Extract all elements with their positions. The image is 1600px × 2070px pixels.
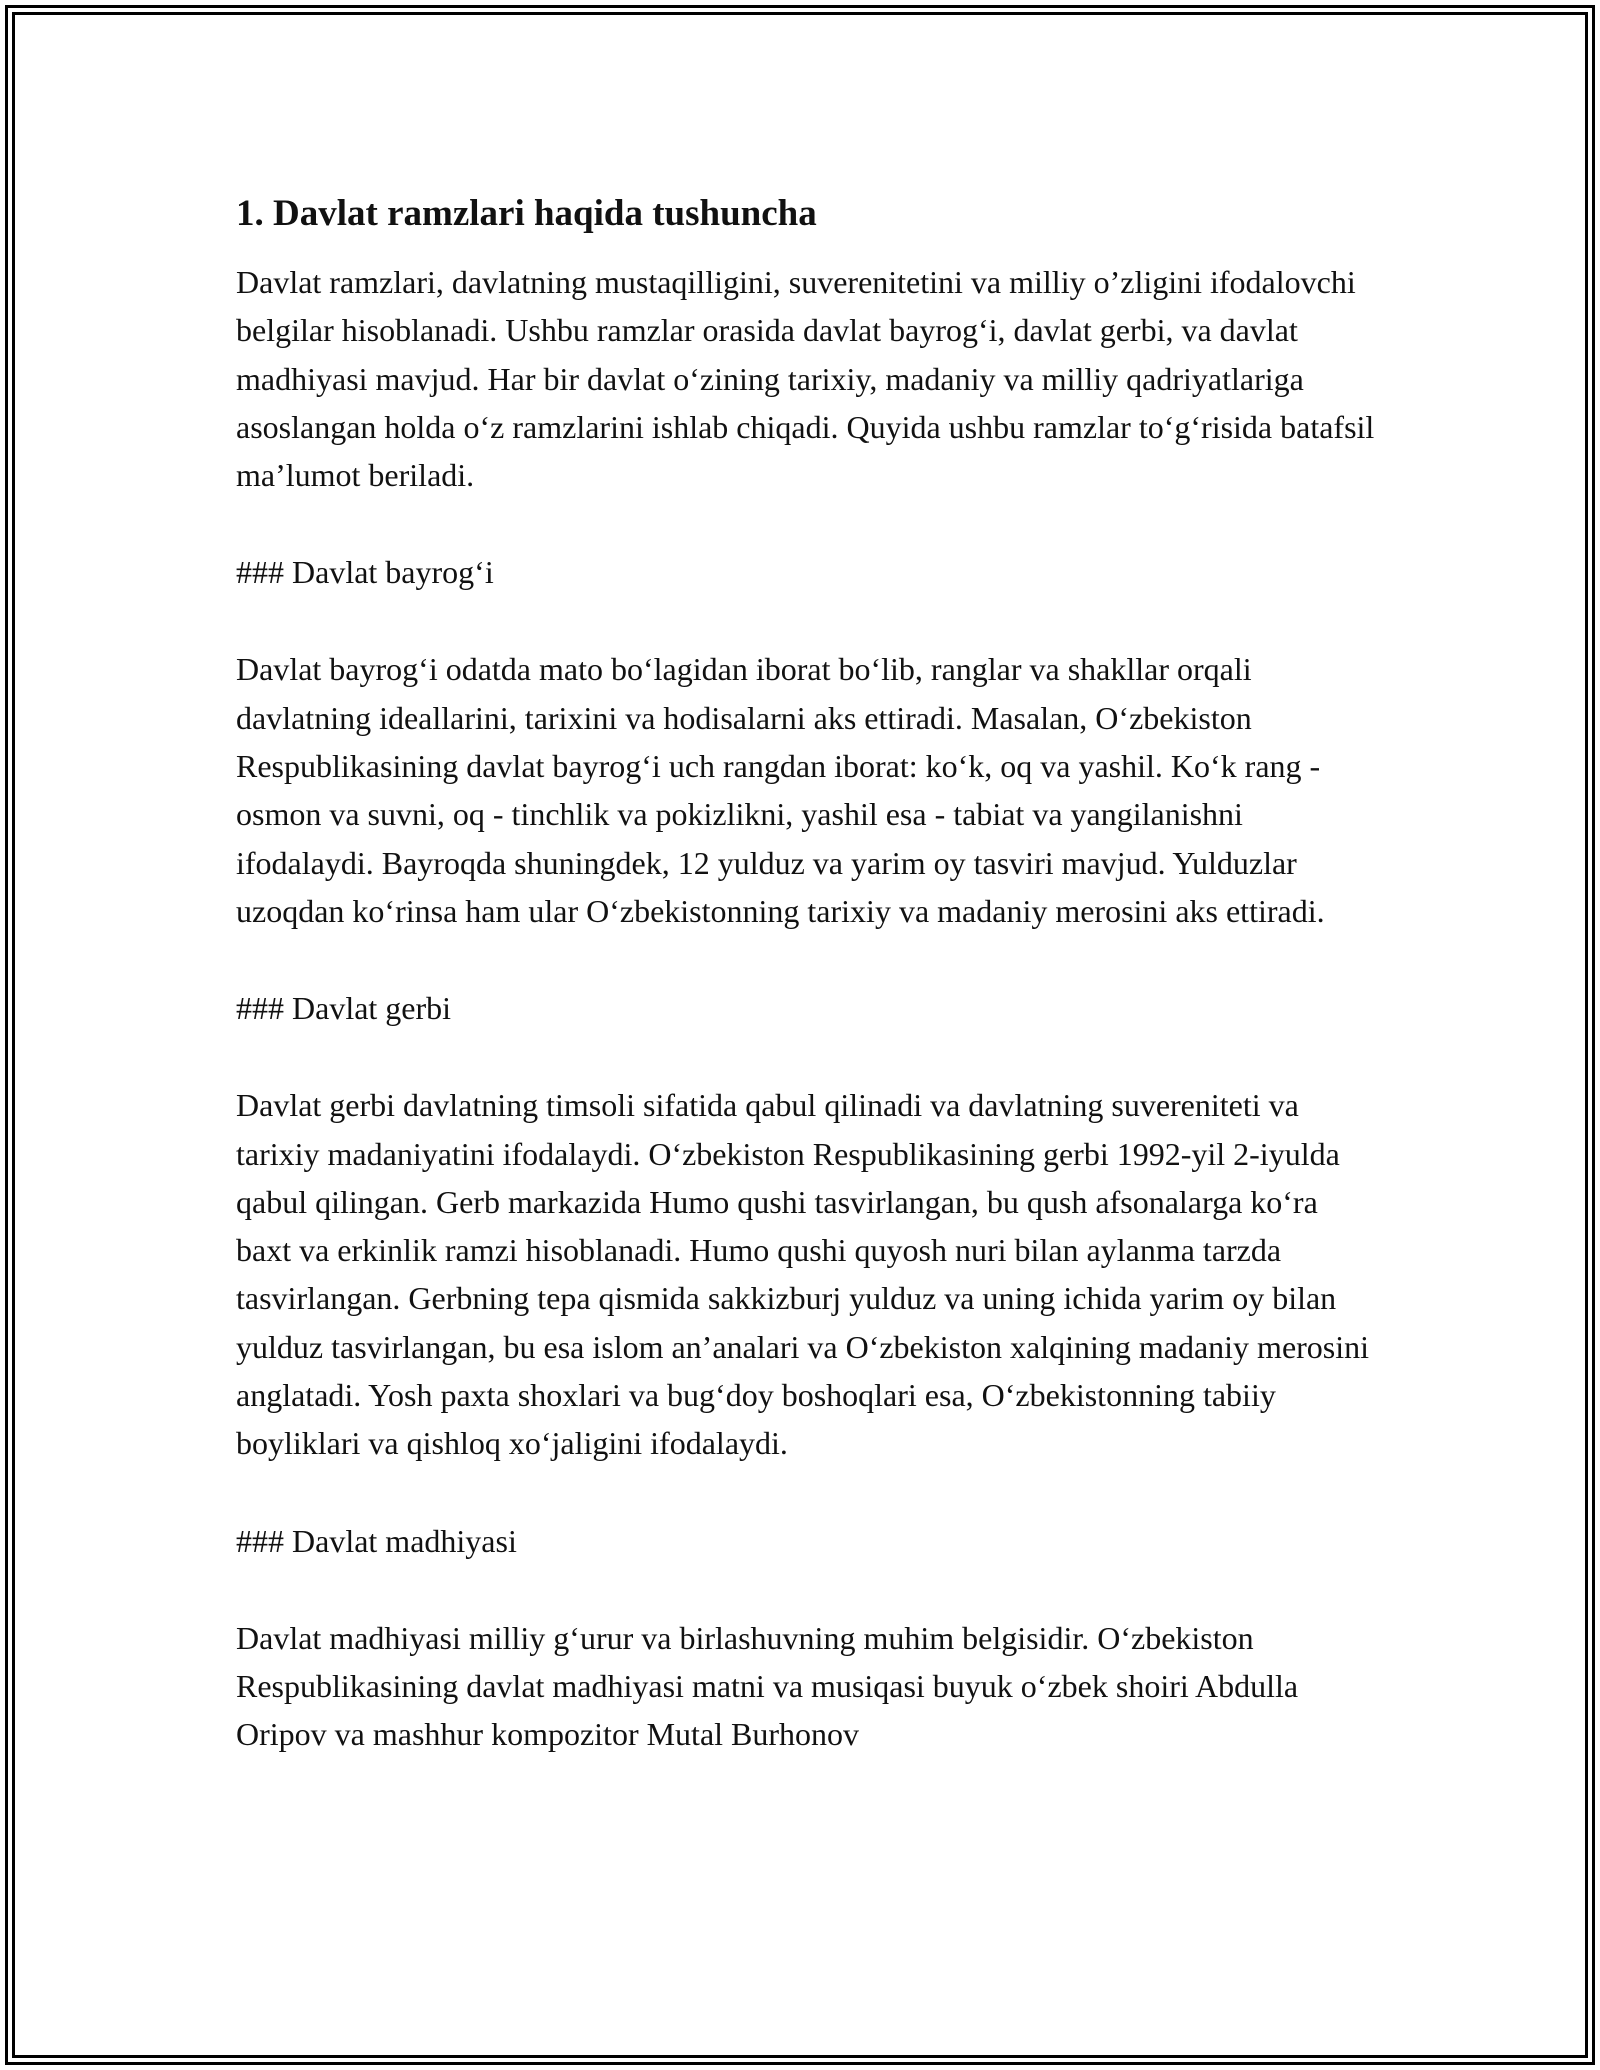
spacer	[236, 1032, 1376, 1081]
section-body-emblem: Davlat gerbi davlatning timsoli sifatida qabul qilinadi va davlatning suvereniteti va tarixiy madaniyatini ifodalaydi. O‘zbekiston Respublikasining gerbi 1992-yil 2-iyulda qabul qilingan. Gerb markazida Humo qushi tasvirlangan, bu qush afsonalarga ko‘ra baxt va erkinlik ramzi hisoblanadi. Humo qushi quyosh nuri bilan aylanma tarzda tasvirlangan. Gerbning tepa qismida sakkizburj yulduz va uning ichida yarim oy bilan yulduz tasvirlangan, bu esa islom an’analari va O‘zbekiston xalqining madaniy merosini anglatadi. Yosh paxta shoxlari va bug‘doy boshoqlari esa, O‘zbekistonning tabiiy boyliklari va qishloq xo‘jaligini ifodalaydi.	[236, 1087, 1370, 1462]
section-body-anthem: Davlat madhiyasi milliy g‘urur va birlashuvning muhim belgisidir. O‘zbekiston Respublikasining davlat madhiyasi matni va musiqasi buyuk o‘zbek shoiri Abdulla Oripov va mashhur kompozitor Mutal Burhonov	[236, 1619, 1299, 1753]
section-body-flag: Davlat bayrog‘i odatda mato bo‘lagidan iborat bo‘lib, ranglar va shakllar orqali davlatning ideallarini, tarixini va hodisalarni aks ettiradi. Masalan, O‘zbekiston Respublikasining davlat bayrog‘i uch rangdan iborat: ko‘k, oq va yashil. Ko‘k rang - osmon va suvni, oq - tinchlik va pokizlikni, yashil esa - tabiat va yangilanishni ifodalaydi. Bayroqda shuningdek, 12 yulduz va yarim oy tasviri mavjud. Yulduzlar uzoqdan ko‘rinsa ham ular O‘zbekistonning tarixiy va madaniy merosini aks ettiradi.	[236, 651, 1325, 929]
document-page	[236, 190, 1376, 1759]
section-heading-emblem: ### Davlat gerbi	[236, 990, 452, 1027]
spacer	[236, 596, 1376, 645]
section-heading-anthem: ### Davlat madhiyasi	[236, 1522, 517, 1559]
spacer	[236, 935, 1376, 984]
intro-paragraph: Davlat ramzlari, davlatning mustaqilligini, suverenitetini va milliy o’zligini ifodalovchi belgilar hisoblanadi. Ushbu ramzlar orasida davlat bayrog‘i, davlat gerbi, va davlat madhiyasi mavjud. Har bir davlat o‘zining tarixiy, madaniy va milliy qadriyatlariga asoslangan holda o‘z ramzlarini ishlab chiqadi. Quyida ushbu ramzlar to‘g‘risida batafsil ma’lumot beriladi.	[236, 264, 1375, 494]
spacer	[236, 1468, 1376, 1517]
spacer	[236, 1565, 1376, 1614]
section-heading-flag: ### Davlat bayrog‘i	[236, 554, 494, 591]
spacer	[236, 499, 1376, 548]
document-title: 1. Davlat ramzlari haqida tushuncha	[236, 193, 817, 234]
